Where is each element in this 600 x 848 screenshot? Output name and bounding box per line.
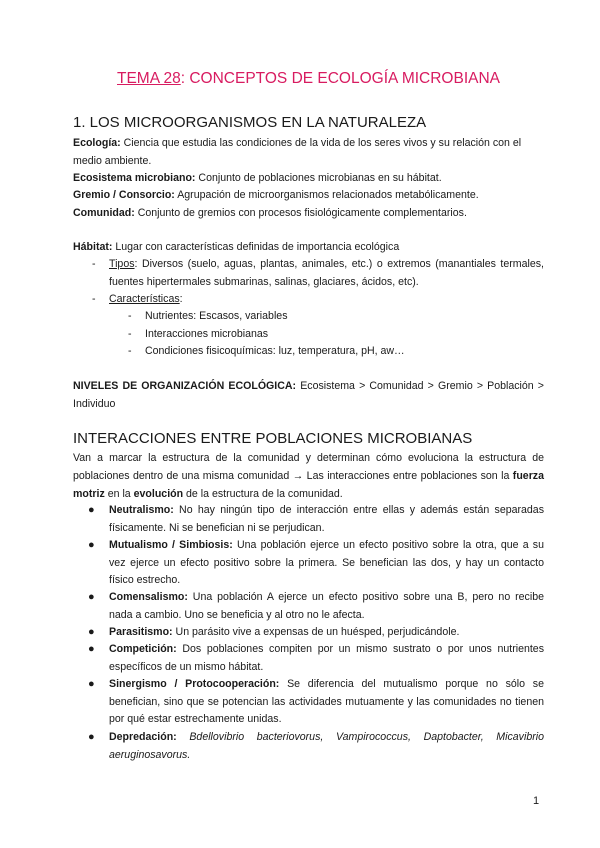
def-comunidad [73,204,544,222]
bullet-text: Una población A ejerce un efecto positivo sobre una B, pero no recibe nada a cambio. Uno se beneficia y al otro no le afecta. [109,591,544,621]
intro-text: en la [104,488,134,500]
def-term: Comunidad: [73,207,135,219]
tipos-label: Tipos [109,258,135,270]
habitat-line [73,238,544,256]
def-ecologia [73,134,544,170]
caracteristica-text: Interacciones microbianas [145,328,269,340]
def-gremio [73,186,544,204]
intro-text: de la estructura de la comunidad. [183,488,343,500]
bullet-parasitismo [88,624,544,642]
def-term: Gremio / Consorcio: [73,189,175,201]
caracteristica-interacciones: - Interacciones microbianas [128,328,269,340]
caracteristica-text: Condiciones fisicoquímicas: luz, temperatura, pH, aw… [145,345,405,357]
page-number: 1 [533,795,540,807]
bullet-dot: ● [88,539,95,551]
bullet-dot: ● [88,678,95,690]
page-title [73,70,544,88]
bullet-text: Un parásito vive a expensas de un huésped, perjudicándole. [172,626,460,638]
def-term: Ecología: [73,137,121,149]
bullet-term: Sinergismo / Protocooperación: [109,678,280,690]
bullet-dot: ● [88,643,95,655]
bullet-text: Se diferencia del mutualismo porque no sólo se benefician, sino que se potencian las actividades mutuamente y las comunidades no tienen por qué estar estrechamente unidas. [109,678,544,725]
bullet-term: Parasitismo: [109,626,173,638]
niveles-term: NIVELES DE ORGANIZACIÓN ECOLÓGICA: [73,380,297,392]
caracteristica-condiciones: - Condiciones fisicoquímicas: luz, temperatura, pH, aw… [128,345,405,357]
niveles-line [73,377,544,413]
bullet-term: Neutralismo: [109,504,174,516]
bullet-term: Depredación: [109,731,177,743]
caracteristica-text: Nutrientes: Escasos, variables [145,310,288,322]
bullet-sinergismo [88,676,544,729]
bullet-text: Bdellovibrio bacteriovorus, Vampirococcus, Daptobacter, Micavibrio aeruginosavorus. [109,731,544,761]
section-heading-interacciones: INTERACCIONES ENTRE POBLACIONES MICROBIANAS [73,430,473,447]
def-text: Ciencia que estudia las condiciones de la vida de los seres vivos y su relación con el medio ambiente. [73,137,522,167]
def-ecosistema [73,169,544,187]
def-term: Ecosistema microbiano: [73,172,196,184]
bullet-dot: ● [88,591,95,603]
title-prefix: TEMA 28 [117,70,181,87]
habitat-text: Lugar con características definidas de importancia ecológica [112,241,400,253]
def-text: Conjunto de poblaciones microbianas en su hábitat. [195,172,442,184]
bullet-dot: ● [88,731,95,743]
tipos-text: : Diversos (suelo, aguas, plantas, animales, etc.) o extremos (manantiales termales, fuentes hipertermales submarinas, salinas, glaciares, ácidos, etc). [109,258,544,288]
intro-bold: fuerza motriz [73,470,544,500]
title-rest: : CONCEPTOS DE ECOLOGÍA MICROBIANA [180,70,500,87]
bullet-neutralismo [88,502,544,537]
bullet-competicion [88,641,544,676]
bullet-text: Una población ejerce un efecto positivo sobre la otra, que a su vez ejerce un efecto positivo sobre la primera. Se benefician las dos, y hay un contacto físico estrecho. [109,539,544,586]
habitat-term: Hábitat: [73,241,113,253]
tipos-item: - Tipos: Diversos (suelo, aguas, plantas, animales, etc.) o extremos (manantiales termales, fuentes hipertermales submarinas, salinas, glaciares, ácidos, etc). [92,258,544,288]
interacciones-intro [73,449,544,503]
bullet-dot: ● [88,626,95,638]
bullet-depredacion [88,729,544,764]
niveles-text: Ecosistema > Comunidad > Gremio > Población > Individuo [73,380,544,410]
section-heading-naturaleza: 1. LOS MICROORGANISMOS EN LA NATURALEZA [73,114,427,131]
bullet-mutualismo [88,537,544,590]
bullet-text: Dos poblaciones compiten por un mismo sustrato o por unos nutrientes específicos de un mismo hábitat. [109,643,544,673]
caracteristica-nutrientes: - Nutrientes: Escasos, variables [128,310,288,322]
bullet-term: Mutualismo / Simbiosis: [109,539,233,551]
intro-text: Van a marcar la estructura de la comunidad y determinan cómo evoluciona la estructura de poblaciones dentro de una misma comunidad → Las interacciones entre poblaciones son la [73,452,544,482]
caracteristicas-suffix: : [179,293,183,305]
def-text: Agrupación de microorganismos relacionados metabólicamente. [174,189,479,201]
def-text: Conjunto de gremios con procesos fisiológicamente complementarios. [134,207,467,219]
bullet-term: Comensalismo: [109,591,188,603]
intro-bold: evolución [133,488,184,500]
caracteristicas-label: Características [109,293,180,305]
bullet-comensalismo [88,589,544,624]
bullet-text: No hay ningún tipo de interacción entre ellas y además están separadas físicamente. Ni se benefician ni se perjudican. [109,504,544,534]
caracteristicas-item: - Características: [92,293,183,305]
bullet-term: Competición: [109,643,177,655]
bullet-dot: ● [88,504,95,516]
